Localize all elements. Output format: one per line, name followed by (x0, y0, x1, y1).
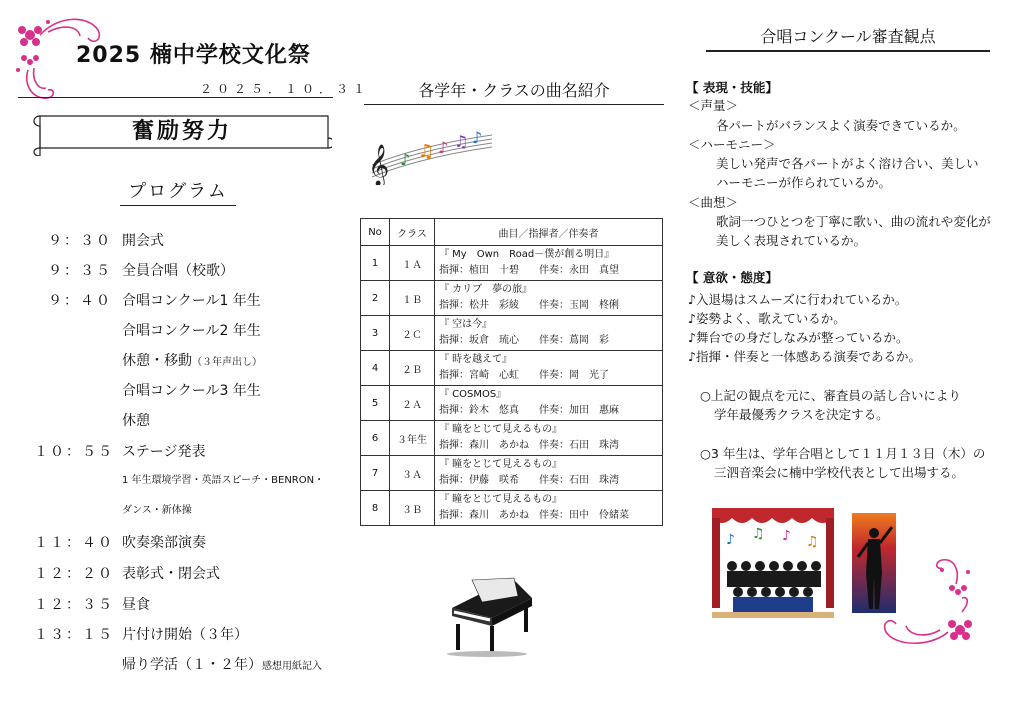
header-divider (18, 97, 333, 98)
program-time: ９：３５ (48, 263, 112, 279)
program-label-text: 帰り学活（１・２年） (122, 657, 262, 673)
program-label-text: 片付け開始（３年） (122, 627, 248, 643)
attitude-point: ♪舞台での身だしなみが整っているか。 (688, 330, 909, 345)
music-notes-icon (366, 125, 496, 185)
program-label-text: 休憩・移動 (122, 353, 192, 369)
cell-class: ２Ｂ (390, 351, 435, 386)
cell-song (435, 491, 663, 526)
table-row (361, 351, 663, 386)
cell-song (435, 316, 663, 351)
program-note: ダンス・新体操 (122, 505, 192, 516)
song-credit: 指揮：森川 あかね 伴奏：田中 伶緒菜 (439, 510, 629, 521)
song-credit: 指揮：宮崎 心虹 伴奏：岡 光了 (439, 370, 609, 381)
program-note: （３年声出し） (192, 357, 262, 368)
cell-no: 6 (361, 421, 390, 456)
cell-song (435, 421, 663, 456)
program-label (122, 230, 164, 250)
svg-text:♪: ♪ (726, 532, 735, 548)
cell-song (435, 456, 663, 491)
cell-class: ３Ａ (390, 456, 435, 491)
song-title: 『 瞳をとじて見えるもの』 (439, 424, 563, 435)
svg-text:♪: ♪ (438, 138, 449, 157)
motto-scroll (32, 110, 332, 154)
cell-class: ２Ｃ (390, 316, 435, 351)
program-label (122, 350, 262, 370)
svg-text:♪: ♪ (472, 128, 483, 147)
table-row (361, 456, 663, 491)
sub-expression: ＜曲想＞ (688, 195, 739, 210)
note-judging-1: ○上記の観点を元に、審査員の話し合いにより (700, 388, 961, 403)
cell-song (435, 281, 663, 316)
program-label (122, 501, 192, 517)
program-label-text: 表彰式・閉会式 (122, 566, 220, 582)
program-label (122, 624, 248, 644)
sub-volume: ＜声量＞ (688, 98, 739, 113)
cell-class: ３年生 (390, 421, 435, 456)
song-credit: 指揮：植田 十碧 伴奏：永田 真望 (439, 265, 619, 276)
svg-text:♫: ♫ (454, 132, 469, 151)
program-time: １３：１５ (34, 627, 114, 643)
song-title: 『 My Own Road－僕が創る明日』 (439, 249, 615, 260)
program-label (122, 380, 261, 400)
songs-table (360, 218, 663, 526)
sub-volume-text: 各パートがバランスよく演奏できているか。 (716, 118, 966, 133)
table-row (361, 316, 663, 351)
cell-no: 4 (361, 351, 390, 386)
program-label (122, 563, 220, 583)
song-title: 『 時を越えて』 (439, 354, 513, 365)
sub-expression-text1: 歌詞一つひとつを丁寧に歌い、曲の流れや変化が (716, 214, 991, 229)
note-judging-2: 学年最優秀クラスを決定する。 (714, 407, 889, 422)
sub-harmony-text2: ハーモニーが作られているか。 (716, 175, 892, 190)
song-credit: 指揮：鈴木 悠真 伴奏：加田 惠麻 (439, 405, 619, 416)
choir-illustration (712, 508, 834, 630)
program-time: ９：４０ (48, 293, 112, 309)
note-representative-1: ○3 年生は、学年合唱として１１月１３日（木）の (700, 446, 986, 461)
program-label (122, 594, 150, 614)
cell-no: 8 (361, 491, 390, 526)
program-heading: プログラム (120, 177, 236, 206)
song-title: 『 瞳をとじて見えるもの』 (439, 494, 563, 505)
cell-no: 2 (361, 281, 390, 316)
program-label (122, 654, 322, 674)
cell-class: ３Ｂ (390, 491, 435, 526)
event-date: ２０２５．１０．３１ (200, 82, 371, 96)
program-label (122, 410, 150, 430)
program-label-text: 吹奏楽部演奏 (122, 535, 206, 551)
col-song: 曲目／指揮者／伴奏者 (435, 219, 663, 246)
song-credit: 指揮：坂倉 琉心 伴奏：蔦岡 彩 (439, 335, 609, 346)
program-label-text: ステージ発表 (122, 444, 206, 460)
cell-class: ２Ａ (390, 386, 435, 421)
note-representative-2: 三泗音楽会に楠中学校代表として出場する。 (714, 465, 965, 480)
song-credit: 指揮：伊藤 咲希 伴奏：石田 珠湾 (439, 475, 619, 486)
program-label-text: 全員合唱（校歌） (122, 263, 234, 279)
program-label-text: 合唱コンクール3 年生 (122, 383, 261, 399)
section-attitude-title: 【 意欲・態度】 (686, 270, 778, 285)
song-title: 『 空は今』 (439, 319, 493, 330)
cell-no: 7 (361, 456, 390, 491)
grand-piano-icon (432, 568, 542, 658)
song-title: 『 瞳をとじて見えるもの』 (439, 459, 563, 470)
svg-text:♪: ♪ (782, 528, 791, 544)
svg-text:𝄞: 𝄞 (368, 145, 390, 185)
svg-text:♫: ♫ (752, 526, 765, 542)
program-label-text: 昼食 (122, 597, 150, 613)
cell-song (435, 386, 663, 421)
program-label (122, 260, 234, 280)
song-title: 『 カリブ 夢の旅』 (439, 284, 533, 295)
program-label (122, 290, 261, 310)
page-title: 2025 楠中学校文化祭 (76, 43, 311, 68)
program-note: 感想用紙記入 (262, 661, 322, 672)
program-label (122, 441, 205, 461)
program-label (122, 320, 261, 340)
program-label-text: 休憩 (122, 413, 150, 429)
svg-text:♪: ♪ (400, 150, 411, 169)
program-note: 1 年生環境学習・英語スピーチ・BENRON・ (122, 475, 325, 486)
cell-class: １Ａ (390, 246, 435, 281)
program-label-text: 合唱コンクール2 年生 (122, 323, 261, 339)
cell-song (435, 246, 663, 281)
cell-song (435, 351, 663, 386)
table-row (361, 421, 663, 456)
song-credit: 指揮：松井 彩綾 伴奏：玉岡 柊俐 (439, 300, 619, 311)
program-time: １２：２０ (34, 566, 114, 582)
section-skill-title: 【 表現・技能】 (686, 80, 778, 95)
motto-text: 奮励努力 (131, 119, 232, 144)
svg-text:♫: ♫ (806, 534, 819, 550)
attitude-point: ♪入退場はスムーズに行われているか。 (688, 292, 908, 307)
program-time: １２：３５ (34, 597, 114, 613)
program-time: ９：３０ (48, 233, 112, 249)
cell-no: 5 (361, 386, 390, 421)
sub-harmony-text1: 美しい発声で各パートがよく溶け合い、美しい (716, 156, 979, 171)
flower-ornament-icon (876, 552, 982, 652)
songs-heading: 各学年・クラスの曲名紹介 (364, 78, 664, 105)
table-row (361, 491, 663, 526)
col-no: No (361, 219, 390, 246)
song-title: 『 COSMOS』 (439, 389, 507, 400)
table-row (361, 386, 663, 421)
cell-class: １Ｂ (390, 281, 435, 316)
col-class: クラス (390, 219, 435, 246)
criteria-heading: 合唱コンクール審査観点 (706, 24, 990, 52)
table-row (361, 246, 663, 281)
program-label-text: 合唱コンクール1 年生 (122, 293, 261, 309)
attitude-point: ♪姿勢よく、歌えているか。 (688, 311, 846, 326)
sub-expression-text2: 美しく表現されているか。 (716, 233, 867, 248)
attitude-point: ♪指揮・伴奏と一体感ある演奏であるか。 (688, 349, 921, 364)
cell-no: 1 (361, 246, 390, 281)
program-label (122, 471, 324, 487)
program-time: １１：４０ (34, 535, 114, 551)
program-time: １０：５５ (34, 444, 114, 460)
sub-harmony: ＜ハーモニー＞ (688, 137, 776, 152)
cell-no: 3 (361, 316, 390, 351)
svg-text:♫: ♫ (418, 141, 435, 162)
program-label-text: 開会式 (122, 233, 164, 249)
program-label (122, 532, 206, 552)
table-row (361, 281, 663, 316)
song-credit: 指揮：森川 あかね 伴奏：石田 珠湾 (439, 440, 619, 451)
